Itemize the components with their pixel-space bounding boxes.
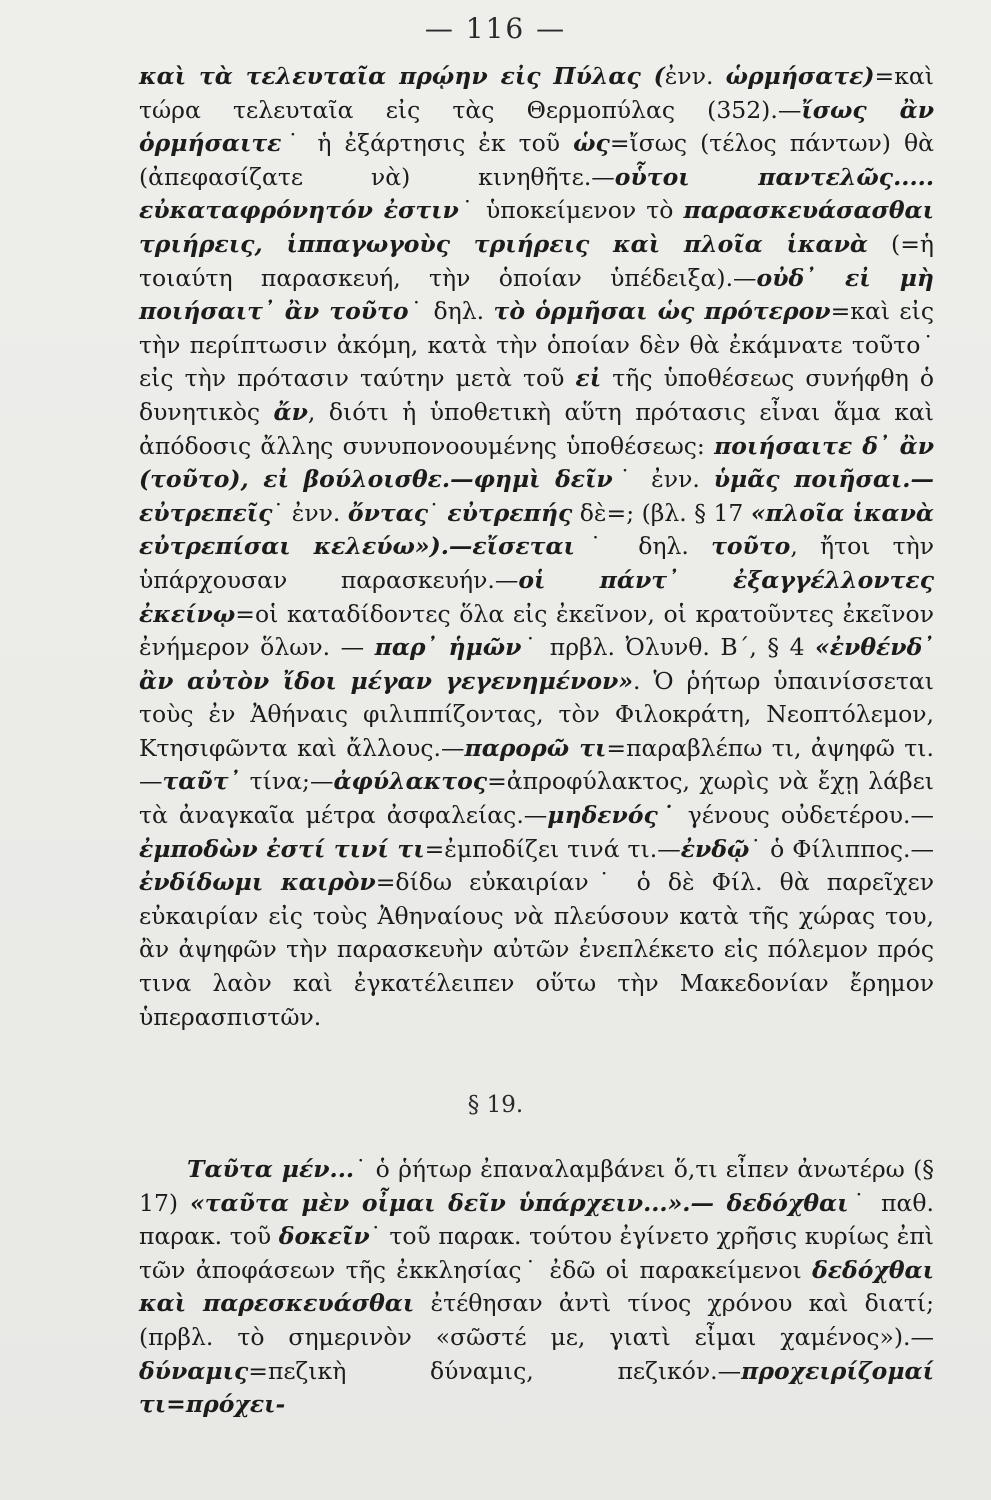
- commentary-text: . Ὁ ῥήτωρ ὑπαινίσσεται τοὺς ἐν Ἀθήναις φιλιππίζοντας, τὸν Φιλοκράτη, Νεοπτόλεμον, Κτησιφῶντα καὶ ἄλλους.—: [139, 666, 934, 762]
- lemma-text: εὐτρεπής: [447, 498, 573, 527]
- lemma-text: ἀφύλακτος: [333, 767, 488, 796]
- commentary-text: , διότι ἡ ὑποθετικὴ αὕτη πρότασις εἶναι ἅμα καὶ ἀπόδοσις ἄλλης συνυπονοουμένης ὑποθέσεως:: [139, 397, 934, 460]
- lemma-text: ἄν: [273, 397, 308, 426]
- lemma-text: ἐμποδὼν ἐστί τινί τι: [139, 834, 425, 863]
- commentary-text: =καὶ τώρα τελευταῖα εἰς τὰς Θερμοπύλας (352).—: [139, 62, 935, 124]
- commentary-text: ˙ πρβλ. Ὀλυνθ. Β΄, § 4: [521, 633, 816, 662]
- lemma-text: ἐνδίδωμι καιρὸν: [139, 868, 376, 897]
- commentary-text: ˙ παθ. παρακ. τοῦ: [139, 1188, 934, 1251]
- lemma-text: ποιήσαιτε δ᾽ ἂν (τοῦτο), εἰ βούλοισθε.—φημὶ δεῖν: [139, 431, 935, 494]
- commentary-text: ἐτέθησαν ἀντὶ τίνος χρόνου καὶ διατί; (πρβλ. τὸ σημερινὸν «σῶστέ με, γιατὶ εἶμαι χαμένος»).—: [139, 1289, 934, 1351]
- commentary-text: ˙: [428, 498, 448, 527]
- commentary-text: , ἤτοι τὴν ὑπάρχουσαν παρασκευήν.—: [139, 532, 934, 594]
- lemma-text: ταῦτ᾽: [162, 767, 241, 796]
- lemma-text: ἐνδῷ: [680, 834, 750, 863]
- lemma-text: οὐδ᾽ εἰ μὴ ποιήσαιτ᾽ ἂν τοῦτο: [139, 263, 934, 326]
- commentary-text: ˙ ὁ Φίλιππος.—: [749, 834, 934, 863]
- lemma-text: δύναμις: [139, 1356, 249, 1385]
- commentary-text: =καὶ εἰς τὴν περίπτωσιν ἀκόμη, κατὰ τὴν ὁποίαν δὲν θὰ ἐκάμνατε τοῦτο˙ εἰς τὴν πρότασιν ταύτην μετὰ τοῦ: [139, 297, 934, 393]
- commentary-text: =παραβλέπω τι, ἀψηφῶ τι.—: [139, 733, 934, 796]
- commentary-text: =ἴσως (τέλος πάντων) θὰ (ἀπεφασίζατε νὰ) κινηθῆτε.—: [139, 129, 934, 191]
- commentary-text: (=ἡ τοιαύτη παρασκευή, τὴν ὁποίαν ὑπέδειξα).—: [139, 229, 934, 292]
- section-heading: § 19.: [467, 1092, 524, 1118]
- lemma-text: Ταῦτα μέν...: [187, 1155, 355, 1183]
- lemma-text: παρ᾽ ἡμῶν: [374, 633, 522, 662]
- commentary-text: ˙ ὑποκείμενον τὸ: [458, 196, 684, 225]
- lemma-text: ὡρμήσατε): [725, 62, 875, 90]
- lemma-text: εἰ: [575, 364, 602, 393]
- commentary-text: ˙ δηλ.: [408, 297, 494, 326]
- lemma-text: οἱ πάντ᾽ ἐξαγγέλλοντες ἐκείνῳ: [139, 565, 934, 628]
- lemma-text: ἴσως ἂν ὁρμήσαιτε: [139, 95, 934, 158]
- commentary-text: ˙ ἡ ἐξάρτησις ἐκ τοῦ: [281, 129, 574, 158]
- commentary-text: =οἱ καταδίδοντες ὅλα εἰς ἐκεῖνον, οἱ κρατοῦντες ἐκεῖνον ἐνήμερον ὅλων. —: [139, 599, 934, 662]
- paragraph-2: [139, 1153, 934, 1422]
- commentary-text: ˙ ἐνν.: [612, 465, 714, 494]
- commentary-paragraph-1: [139, 60, 934, 1034]
- lemma-text: ὄντας: [347, 498, 429, 527]
- commentary-text: =δίδω εὐκαιρίαν˙ ὁ δὲ Φίλ. θὰ παρεῖχεν εὐκαιρίαν εἰς τοὺς Ἀθηναίους νὰ πλεύσουν κατὰ τῆς χώρας του, ἂν ἀψηφῶν τὴν παρασκευὴν αὐτῶν ἐνεπλέκετο εἰς πόλεμον πρός τινα λαὸν καὶ ἐγκατέλειπεν οὕτω τὴν Μακεδονίαν ἔρημον ὑπερασπιστῶν.: [139, 868, 934, 1031]
- lemma-text: οὗτοι παντελῶς..... εὐκαταφρόνητόν ἐστιν: [139, 162, 935, 225]
- lemma-text: παρορῶ τι: [464, 733, 607, 762]
- commentary-text: ˙ τοῦ παρακ. τούτου ἐγίνετο χρῆσις κυρίως ἐπὶ τῶν ἀποφάσεων τῆς ἐκκλησίας˙ ἐδῶ οἱ παρακείμενοι: [139, 1222, 935, 1284]
- commentary-text: ἐνν.: [664, 62, 726, 90]
- lemma-text: ὑμᾶς ποιῆσαι.—εὐτρεπεῖς: [139, 465, 934, 527]
- lemma-text: τοῦτο: [711, 532, 791, 561]
- lemma-text: προχειρίζομαί τι=πρόχει-: [139, 1356, 934, 1419]
- commentary-text: τίνα;—: [240, 767, 334, 796]
- commentary-text: =πεζικὴ δύναμις, πεζικόν.—: [248, 1356, 742, 1385]
- commentary-text: δὲ=; (βλ. § 17: [572, 498, 751, 527]
- lemma-text: καὶ τὰ τελευταῖα πρῴην εἰς Πύλας (: [139, 62, 665, 90]
- commentary-text: =ἀπροφύλακτος, χωρὶς νὰ ἔχῃ λάβει τὰ ἀναγκαῖα μέτρα ἀσφαλείας.—: [139, 767, 934, 830]
- lemma-text: «ἐνθένδ᾽ ἂν αὐτὸν ἴδοι μέγαν γεγενημένον»: [139, 633, 935, 695]
- lemma-text: δοκεῖν: [278, 1222, 370, 1251]
- commentary-text: ˙ ἐνν.: [272, 498, 348, 527]
- commentary-text: γένους οὐδετέρου.—: [676, 801, 934, 830]
- commentary-paragraph-2: [139, 1153, 934, 1422]
- lemma-text: «πλοῖα ἱκανὰ εὐτρεπίσαι κελεύω»).—εἴσεται: [139, 498, 934, 561]
- page-number: — 116 —: [424, 12, 567, 45]
- lemma-text: παρασκευάσασθαι τριήρεις, ἱππαγωγοὺς τριήρεις καὶ πλοῖα ἱκανὰ: [139, 196, 934, 258]
- lemma-text: ὡς: [573, 129, 610, 158]
- paragraph-1: [139, 60, 934, 1034]
- commentary-text: =ἐμποδίζει τινά τι.—: [424, 834, 681, 863]
- lemma-text: μηδενός˙: [547, 801, 677, 830]
- commentary-text: τῆς ὑποθέσεως συνήφθη ὁ δυνητικὸς: [139, 364, 934, 426]
- commentary-text: ˙ ὁ ῥήτωρ ἐπαναλαμβάνει ὅ,τι εἶπεν ἀνωτέρω (§ 17): [139, 1155, 934, 1217]
- lemma-text: δεδόχθαι καὶ παρεσκευάσθαι: [139, 1255, 934, 1318]
- lemma-text: τὸ ὁρμῆσαι ὡς πρότερον: [493, 297, 831, 326]
- lemma-text: «ταῦτα μὲν οἶμαι δεῖν ὑπάρχειν...».— δεδόχθαι: [190, 1188, 849, 1217]
- commentary-text: ˙ δηλ.: [574, 532, 712, 561]
